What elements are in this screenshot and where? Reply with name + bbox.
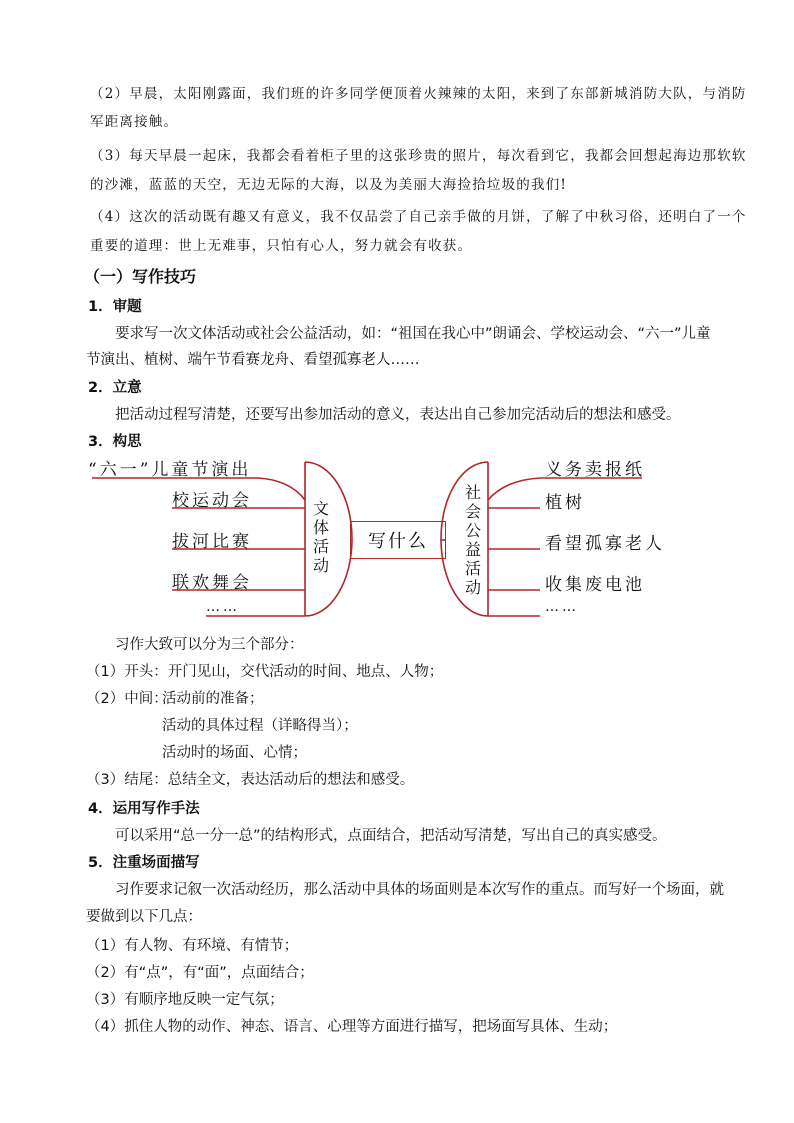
- right-item-3: 看望孤寡老人: [545, 534, 665, 554]
- heading-5: 5．注重场面描写: [88, 855, 200, 871]
- right-item-2: 植树: [545, 493, 585, 513]
- example-3-line-2: 的沙滩，蓝蓝的天空，无边无际的大海，以及为美丽大海捡拾垃圾的我们!: [90, 177, 568, 193]
- left-item-1: “六一”儿童节演出: [88, 460, 252, 480]
- left-item-2: 校运动会: [172, 491, 252, 511]
- left-item-5: ……: [206, 599, 240, 615]
- s5-paragraph-line-1: 习作要求记叙一次活动经历，那么活动中具体的场面则是本次写作的重点。而写好一个场面，就: [115, 882, 724, 898]
- left-item-4: 联欢舞会: [172, 573, 252, 593]
- heading-2: 2．立意: [88, 380, 142, 396]
- s4-paragraph: 可以采用“总一分一总”的结构形式，点面结合，把活动写清楚，写出自己的真实感受。: [115, 828, 667, 844]
- right-item-1: 义务卖报纸: [545, 460, 645, 480]
- s1-paragraph-line-2: 节演出、植树、端午节看赛龙舟、看望孤寡老人……: [86, 352, 420, 368]
- example-4-line-1: （4）这次的活动既有趣又有意义，我不仅品尝了自己亲手做的月饼，了解了中秋习俗，还明白了一个: [90, 209, 747, 225]
- part-2-label: （2）中间：: [86, 691, 168, 707]
- right-category: 社会公益活动: [464, 483, 481, 597]
- part-1: （1）开头：开门见山，交代活动的时间、地点、人物；: [86, 664, 444, 680]
- heading-1: 1．审题: [88, 299, 142, 315]
- part-2-a: 活动前的准备；: [162, 691, 264, 707]
- part-3: （3）结尾：总结全文，表达活动后的想法和感受。: [86, 772, 415, 788]
- parts-intro: 习作大致可以分为三个部分：: [115, 637, 304, 653]
- s2-paragraph: 把活动过程写清楚，还要写出参加活动的意义，表达出自己参加完活动后的想法和感受。: [115, 407, 681, 423]
- s5-item-2: （2）有“点”，有“面”，点面结合；: [86, 965, 314, 981]
- example-4-line-2: 重要的道理：世上无难事，只怕有心人，努力就会有收获。: [90, 238, 473, 254]
- right-item-5: ……: [545, 599, 579, 615]
- example-2-line-1: （2）早晨，太阳刚露面，我们班的许多同学便顶着火辣辣的太阳，来到了东部新城消防大队，与消防: [90, 86, 747, 102]
- left-item-3: 拔河比赛: [172, 532, 252, 552]
- center-topic: 写什么: [350, 521, 446, 559]
- section-title: （一）写作技巧: [84, 267, 197, 286]
- s5-item-1: （1）有人物、有环境、有情节；: [86, 938, 299, 954]
- s1-paragraph-line-1: 要求写一次文体活动或社会公益活动，如：“祖国在我心中”朗诵会、学校运动会、“六一”儿童: [115, 326, 711, 342]
- s5-item-4: （4）抓住人物的动作、神态、语言、心理等方面进行描写，把场面写具体、生动；: [86, 1019, 618, 1035]
- s5-item-3: （3）有顺序地反映一定气氛；: [86, 992, 284, 1008]
- right-item-4: 收集废电池: [545, 575, 645, 595]
- left-category: 文体活动: [312, 499, 329, 575]
- heading-3: 3．构思: [88, 434, 142, 450]
- s5-paragraph-line-2: 要做到以下几点：: [86, 909, 202, 925]
- example-2-line-2: 军距离接触。: [90, 114, 179, 130]
- heading-4: 4．运用写作手法: [88, 801, 200, 817]
- part-2-c: 活动时的场面、心情；: [162, 745, 307, 761]
- part-2-b: 活动的具体过程（详略得当）；: [162, 718, 358, 734]
- example-3-line-1: （3）每天早晨一起床，我都会看着柜子里的这张珍贵的照片，每次看到它，我都会回想起海边那软软: [90, 148, 747, 164]
